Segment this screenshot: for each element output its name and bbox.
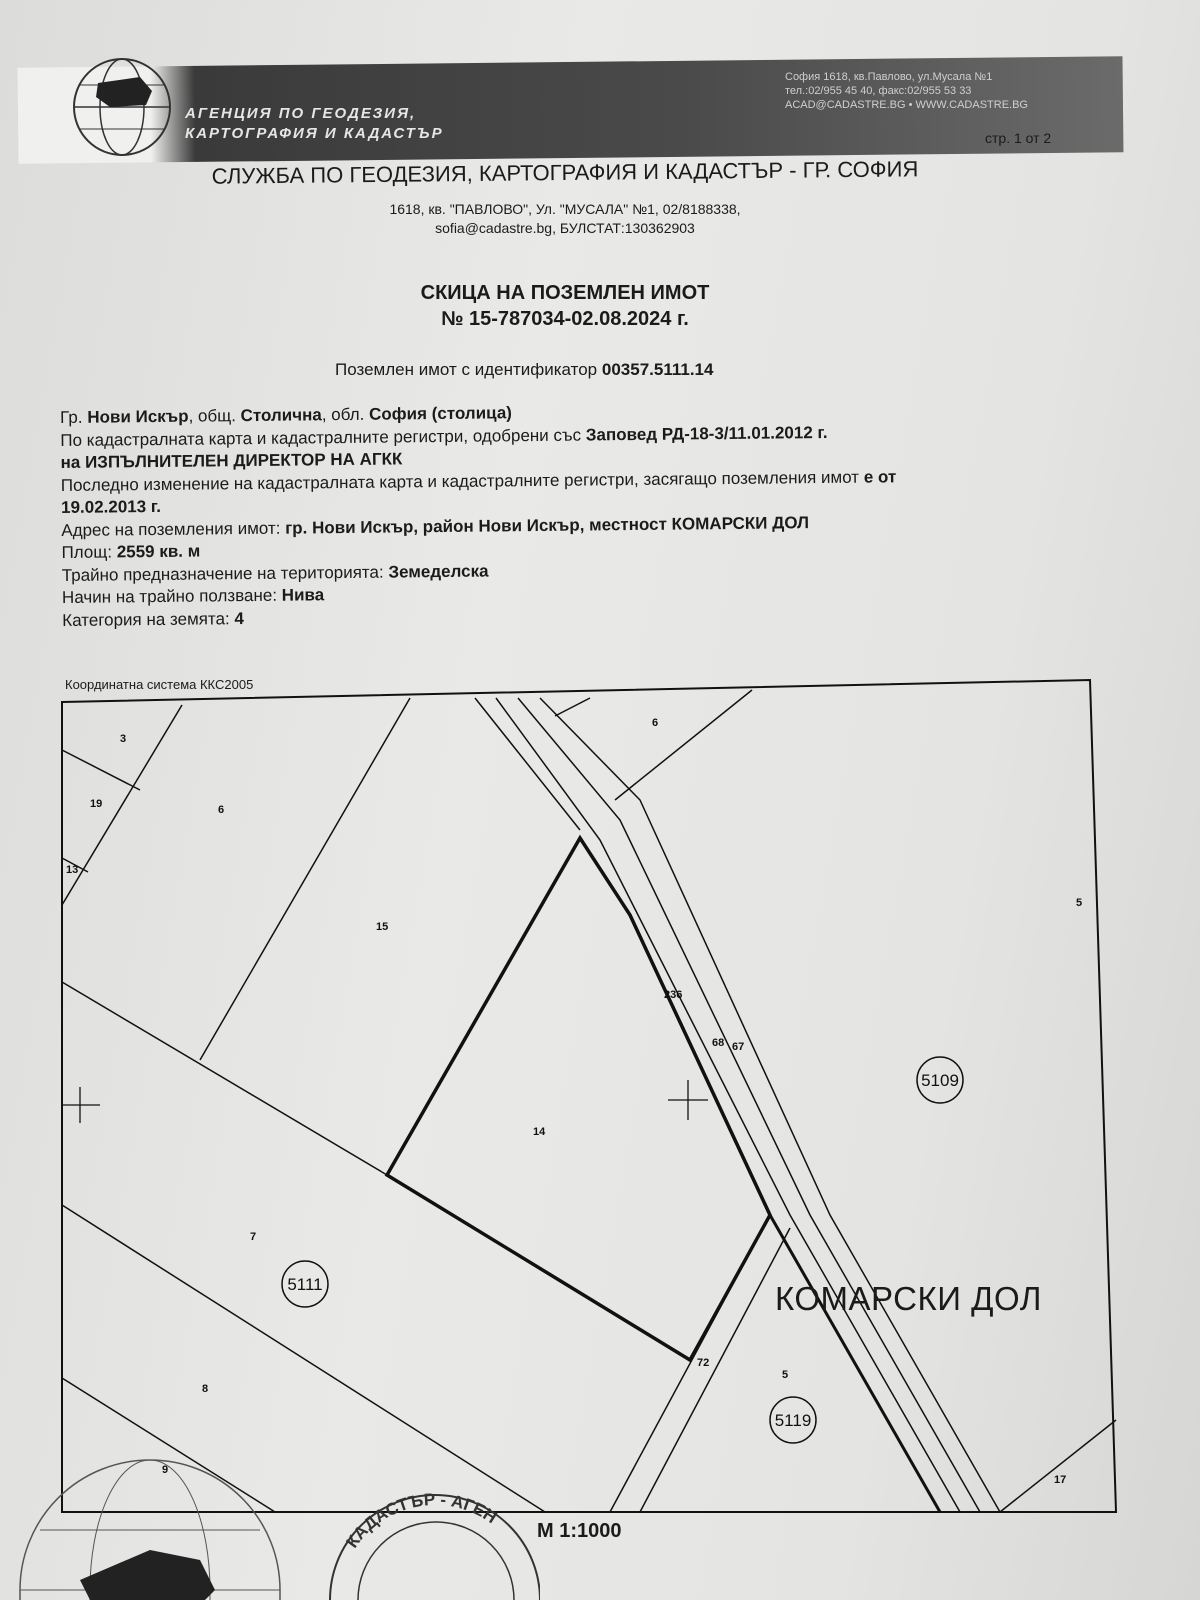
parcel-label: 14 xyxy=(533,1126,546,1138)
purpose: Земеделска xyxy=(388,561,489,582)
office-address-line-2: sofia@cadastre.bg, БУЛСТАТ:130362903 xyxy=(435,220,695,236)
category: 4 xyxy=(234,608,245,628)
last-change-from: е от xyxy=(863,466,897,487)
identifier-label: Поземлен имот с идентификатор xyxy=(335,360,598,379)
agency-line-1: АГЕНЦИЯ ПО ГЕОДЕЗИЯ, xyxy=(185,105,417,122)
parcel-label: 68 xyxy=(712,1037,725,1049)
office-name: СЛУЖБА ПО ГЕОДЕЗИЯ, КАРТОГРАФИЯ И КАДАСТЪР - ГР. СОФИЯ xyxy=(211,156,919,189)
address: гр. Нови Искър, район Нови Искър, местност КОМАРСКИ ДОЛ xyxy=(285,512,810,538)
order-by: на ИЗПЪЛНИТЕЛЕН ДИРЕКТОР НА АГКК xyxy=(60,449,403,472)
city: Нови Искър xyxy=(87,406,189,427)
category-label: Категория на земята: xyxy=(62,608,230,630)
locality-label: КОМАРСКИ ДОЛ xyxy=(775,1280,1042,1317)
parcel-label: 6 xyxy=(652,717,659,729)
parcel-label: 5 xyxy=(1076,897,1083,909)
stamp-globe xyxy=(0,1440,300,1600)
parcel-label: 15 xyxy=(376,921,389,933)
area: 2559 кв. м xyxy=(116,541,201,562)
contact-line-2: тел.:02/955 45 40, факс:02/955 53 33 xyxy=(785,85,972,97)
last-change-date: 19.02.2013 г. xyxy=(60,496,162,517)
parcel-label: 72 xyxy=(697,1357,710,1369)
contact-line-1: София 1618, кв.Павлово, ул.Мусала №1 xyxy=(785,71,993,83)
region: София (столица) xyxy=(368,403,512,424)
parcel-label: 3 xyxy=(120,733,127,745)
parcel-label: 9 xyxy=(162,1464,169,1476)
purpose-label: Трайно предназначение на територията: xyxy=(61,562,384,585)
map-text: По кадастралната карта и кадастралните регистри, одобрени със xyxy=(60,425,582,450)
office-address-line-1: 1618, кв. "ПАВЛОВО", Ул. "МУСАЛА" №1, 02/8188338, xyxy=(389,201,741,217)
parcel-label: 6 xyxy=(218,804,225,816)
address-label: Адрес на поземления имот: xyxy=(61,518,281,540)
map-scale: М 1:1000 xyxy=(537,1520,622,1542)
parcel-label: 5 xyxy=(782,1369,789,1381)
official-stamp xyxy=(320,1490,540,1600)
order: Заповед РД-18-3/11.01.2012 г. xyxy=(585,422,828,444)
parcel-label: 67 xyxy=(732,1041,745,1053)
last-change-text: Последно изменение на кадастралната карта и кадастралните регистри, засягащо поземления имот xyxy=(60,467,860,495)
zone-label: 5111 xyxy=(287,1275,323,1294)
stamp-text: КАДАСТЪР - АГЕН xyxy=(342,1490,501,1552)
grid-crosses xyxy=(62,1080,708,1123)
area-label: Площ: xyxy=(61,542,113,562)
parcel-label: 17 xyxy=(1054,1474,1067,1486)
zone-label: 5119 xyxy=(774,1411,812,1430)
parcel-label: 13 xyxy=(66,864,79,876)
city-prefix: Гр. xyxy=(60,407,83,427)
zone-label: 5109 xyxy=(921,1071,959,1090)
parcel-label: 8 xyxy=(202,1383,209,1395)
region-prefix: , обл. xyxy=(321,404,365,425)
usage-label: Начин на трайно ползване: xyxy=(61,585,278,607)
agency-line-2: КАРТОГРАФИЯ И КАДАСТЪР xyxy=(185,125,444,142)
parcel-14-outline xyxy=(387,838,770,1360)
svg-text:КАДАСТЪР - АГЕН xyxy=(342,1490,500,1551)
parcel-label: 7 xyxy=(250,1231,257,1243)
parcel-label: 236 xyxy=(664,989,683,1001)
title-text: СКИЦА НА ПОЗЕМЛЕН ИМОТ xyxy=(420,282,710,304)
identifier-value: 00357.5111.14 xyxy=(601,360,714,379)
municipality: Столична xyxy=(240,405,322,426)
usage: Нива xyxy=(281,585,325,605)
coordinate-system: Координатна система ККС2005 xyxy=(65,677,254,692)
page-indicator: стр. 1 от 2 xyxy=(985,130,1052,146)
municipality-prefix: , общ. xyxy=(188,406,236,426)
parcel-label: 19 xyxy=(90,798,103,810)
contact-line-3: ACAD@CADASTRE.BG • WWW.CADASTRE.BG xyxy=(785,99,1028,111)
document-number: № 15-787034-02.08.2024 г. xyxy=(441,308,689,330)
